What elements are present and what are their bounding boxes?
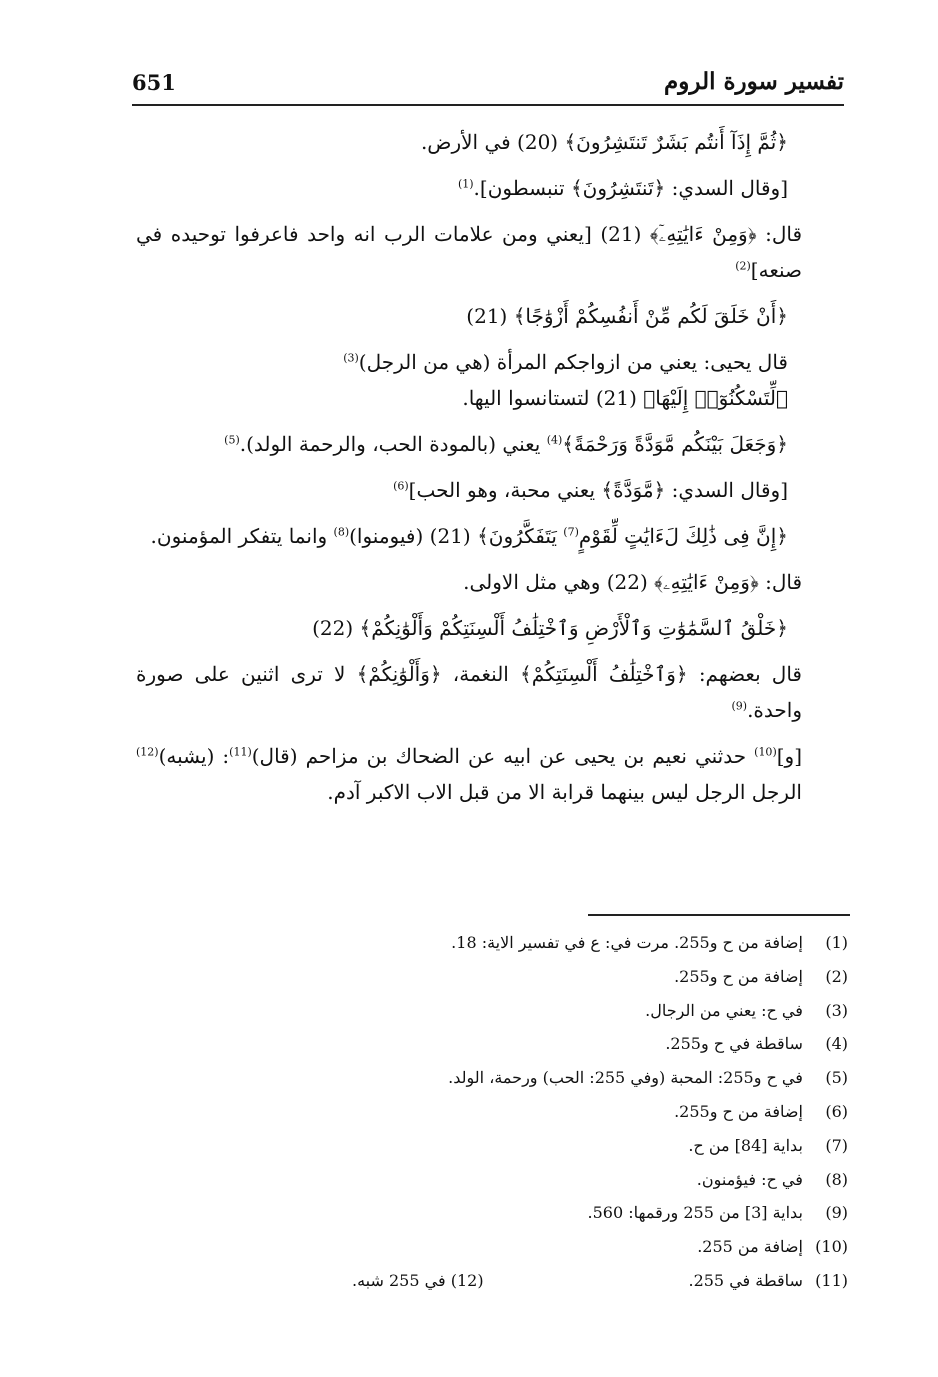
paragraph: قال بعضهم: ﴿وَٱخْتِلَٰفُ أَلْسِنَتِكُمْ﴾ النغمة، ﴿وَأَلْوَٰنِكُمْ﴾ لا ترى اثنين على صورة واحدة.$^{(9)}$ — [136, 662, 802, 722]
page-number: 651 — [132, 70, 176, 95]
footnote-item: (5) في ح و255: المحبة (وفي 255: الحب) ورحمة، الولد. — [448, 1068, 848, 1088]
paragraph: ﴿ثُمَّ إِذَآ أَنتُم بَشَرٌ تَنتَشِرُونَ﴾ (20) في الأرض. — [420, 130, 788, 154]
footnote-item: (3) في ح: يعني من الرجال. — [645, 1000, 848, 1020]
footnote-item: (1) إضافة من ح و255. مرت في: ع في تفسير الاية: 18. — [451, 933, 848, 952]
footnote-item: (7) بداية [84] من ح. — [688, 1135, 848, 1155]
paragraph: [وقال السدي: ﴿مَّوَدَّةً﴾ يعني محبة، وهو الحب]$^{(6)}$ — [393, 478, 788, 502]
paragraph: [و]$^{(10)}$ حدثني نعيم بن يحيى عن ابيه عن الضحاك بن مزاحم (قال)$^{(11)}$: (يشبه)$^{(12)}$ الرجل الرجل ليس بينهما قرابة الا من قبل الاب الاكبر آدم. — [136, 744, 802, 804]
main-text — [136, 124, 848, 810]
footnote-ref: (6) — [393, 479, 409, 493]
footnote-divider — [588, 914, 850, 916]
footnote-ref: (3) — [343, 351, 359, 365]
footnote-ref: (7) — [563, 525, 579, 539]
footnote-item: (4) ساقطة في ح و255. — [665, 1034, 848, 1054]
footnote-item: (12) في 255 شبه. — [352, 1270, 484, 1290]
running-title: تفسير سورة الروم — [664, 68, 844, 95]
footnote-ref: (2) — [735, 259, 751, 273]
footnotes — [300, 926, 848, 1298]
footnote-item: (8) في ح: فيؤمنون. — [696, 1169, 848, 1189]
paragraph: ﴿لِّتَسْكُنُوٓا۟ إِلَيْهَا﴾ (21) لتستانسوا اليها. — [462, 386, 788, 410]
paragraph: ﴿خَلْقُ ٱلسَّمَٰوَٰتِ وَٱلْأَرْضِ وَٱخْتِلَٰفُ أَلْسِنَتِكُمْ وَأَلْوَٰنِكُمْ﴾ (22) — [312, 616, 788, 640]
paragraph: ﴿وَجَعَلَ بَيْنَكُم مَّوَدَّةً وَرَحْمَةً﴾$^{(4)}$ يعني (بالمودة الحب، والرحمة الولد).$^{(5)}$ — [224, 432, 788, 456]
paragraph: ﴿أَنْ خَلَقَ لَكُم مِّنْ أَنفُسِكُمْ أَزْوَٰجًا﴾ (21) — [466, 304, 788, 328]
footnote-item: (10) إضافة من 255. — [697, 1237, 848, 1257]
footnote-ref: (4) — [546, 433, 563, 447]
paragraph: قال: ﴿وَمِنْ ءَايَٰتِهِۦٓ﴾ (21) [يعني ومن علامات الرب انه واحد فاعرفوا توحيده في صنعه]$^{(2)}$ — [136, 222, 802, 282]
footnote-ref: (10) — [754, 745, 777, 759]
paragraph: قال يحيى: يعني من ازواجكم المرأة (هي من الرجل)$^{(3)}$ — [343, 350, 788, 374]
footnote-ref: (11) — [229, 745, 252, 759]
footnote-ref: (5) — [224, 433, 240, 447]
footnote-ref: (12) — [136, 745, 159, 759]
footnote-ref: (9) — [731, 699, 748, 713]
paragraph: [وقال السدي: ﴿تَنتَشِرُونَ﴾ تنبسطون].$^{(1)}$ — [457, 176, 788, 200]
footnote-ref: (1) — [457, 177, 474, 191]
footnote-item: (9) بداية [3] من 255 ورقمها: 560. — [587, 1203, 848, 1223]
footnote-item: (6) إضافة من ح و255. — [674, 1101, 848, 1121]
paragraph: قال: ﴿وَمِنْ ءَايَٰتِهِۦ﴾ (22) وهي مثل الاولى. — [463, 570, 802, 594]
paragraph: ﴿إِنَّ فِى ذَٰلِكَ لَءَايَٰتٍ لِّقَوْمٍ$^{(7)}$ يَتَفَكَّرُونَ﴾ (21) (فيومنوا)$^{(8)}$ وانما يتفكر المؤمنون. — [150, 524, 788, 548]
page-header — [132, 66, 844, 106]
footnote-item: (2) إضافة من ح و255. — [674, 966, 848, 986]
footnote-ref: (8) — [333, 525, 350, 539]
footnote-item: (11) ساقطة في 255. (12) في 255 شبه. — [300, 1264, 848, 1298]
